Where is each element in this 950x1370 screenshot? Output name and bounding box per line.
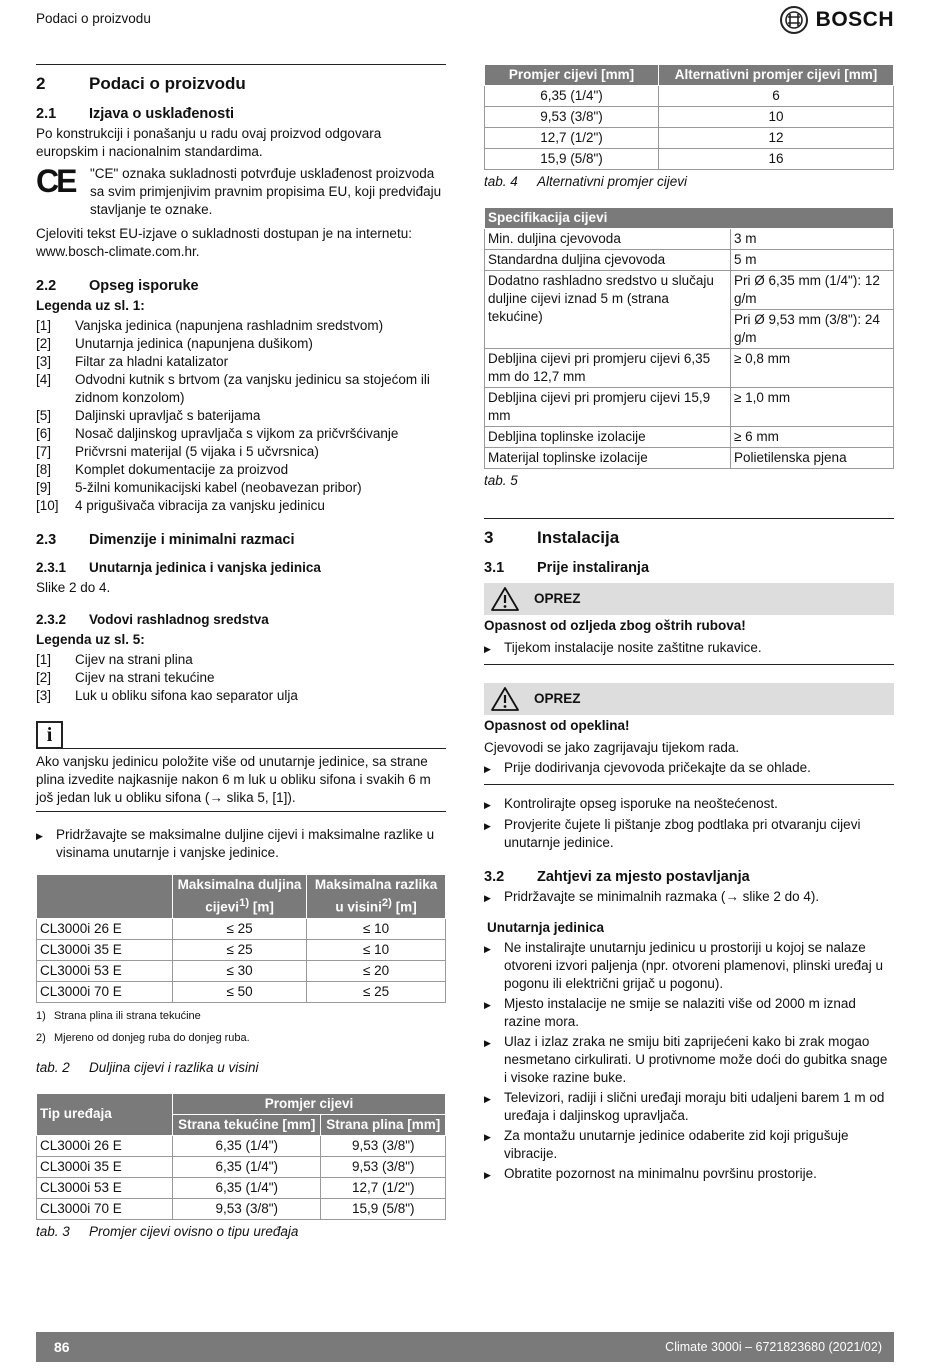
bullet-item bbox=[484, 1165, 894, 1184]
divider bbox=[36, 64, 446, 65]
ce-block bbox=[36, 165, 446, 219]
list-item-key: [5] bbox=[36, 408, 52, 423]
table-row: Pri Ø 9,53 mm (3/8"): 24 g/m bbox=[485, 310, 894, 349]
section-2-3-1-heading: 2.3.1 Unutarnja jedinica i vanjska jedinica bbox=[36, 560, 321, 575]
table-row: Dodatno rashladno sredstvo u slučaju duljine cijevi iznad 5 m (strana tekućine) Pri Ø 6,35 mm (1/4"): 12 g/m bbox=[485, 271, 894, 310]
table-cell: CL3000i 35 E bbox=[37, 1156, 173, 1177]
alternative-diameter-table bbox=[484, 64, 894, 170]
caution-label: OPREZ bbox=[534, 591, 581, 606]
table-header: Maksimalna duljina cijevi$^{1)}$ [m] bbox=[173, 875, 307, 919]
table-cell: 12,7 (1/2") bbox=[321, 1177, 446, 1198]
table-cell: 9,53 (3/8") bbox=[321, 1135, 446, 1156]
right-column bbox=[484, 64, 894, 1186]
table-cell: CL3000i 26 E bbox=[37, 1135, 173, 1156]
bullet-item: ▶ Pridržavajte se minimalnih razmaka (→ slike 2 do 4). bbox=[484, 888, 894, 907]
table-header: Strana plina [mm] bbox=[321, 1114, 446, 1135]
triangle-bullet-icon: ▶ bbox=[484, 1094, 491, 1104]
list-item-key: [6] bbox=[36, 426, 52, 441]
table-row bbox=[37, 918, 446, 939]
triangle-bullet-icon: ▶ bbox=[36, 831, 43, 841]
section-2-3-heading: 2.3 Dimenzije i minimalni razmaci bbox=[36, 532, 295, 548]
table-row bbox=[485, 448, 894, 469]
table-cell: CL3000i 53 E bbox=[37, 960, 173, 981]
list-item-text: 4 prigušivača vibracija za vanjsku jedinicu bbox=[75, 498, 325, 513]
list-item bbox=[36, 407, 446, 425]
bullet-item bbox=[484, 995, 894, 1031]
table-cell: Polietilenska pjena bbox=[731, 448, 894, 469]
table-cell: 6,35 (1/4") bbox=[173, 1135, 321, 1156]
divider bbox=[484, 518, 894, 519]
list-item bbox=[36, 371, 446, 407]
table-caption: tab. 3 Promjer cijevi ovisno o tipu uređaja bbox=[36, 1223, 299, 1239]
pipe-spec-table bbox=[484, 207, 894, 469]
table-cell: Materijal toplinske izolacije bbox=[485, 448, 731, 469]
legend-title: Legenda uz sl. 1: bbox=[36, 298, 145, 313]
eu-declaration-text: Cjeloviti tekst EU-izjave o sukladnosti dostupan je na internetu: www.bosch-climate.com.hr. bbox=[36, 226, 412, 259]
list-item bbox=[36, 425, 446, 443]
list-item-text: Komplet dokumentacije za proizvod bbox=[75, 462, 289, 477]
table-cell: Debljina cijevi pri promjeru cijevi 6,35 mm do 12,7 mm bbox=[485, 349, 731, 388]
bullet-item bbox=[484, 816, 894, 852]
triangle-bullet-icon: ▶ bbox=[484, 1038, 491, 1048]
table-cell: 9,53 (3/8") bbox=[173, 1198, 321, 1219]
table-row bbox=[485, 427, 894, 448]
list-item-key: [9] bbox=[36, 480, 52, 495]
table-row bbox=[485, 250, 894, 271]
delivery-list bbox=[36, 317, 446, 515]
table-cell: CL3000i 53 E bbox=[37, 1177, 173, 1198]
left-column bbox=[36, 64, 446, 1241]
list-item-text: Unutarnja jedinica (napunjena dušikom) bbox=[75, 336, 313, 351]
table-caption: tab. 4 Alternativni promjer cijevi bbox=[484, 174, 688, 189]
info-icon: i bbox=[36, 721, 63, 749]
triangle-bullet-icon: ▶ bbox=[484, 893, 491, 903]
list-item-key: [1] bbox=[36, 652, 52, 667]
table-cell: 10 bbox=[659, 107, 894, 128]
table-cell: ≤ 10 bbox=[307, 918, 446, 939]
triangle-bullet-icon: ▶ bbox=[484, 800, 491, 810]
list-item-text: Odvodni kutnik s brtvom (za vanjsku jedinicu sa stojećom ili zidnom konzolom) bbox=[75, 372, 430, 405]
info-notice bbox=[36, 719, 446, 749]
list-item-key: [1] bbox=[36, 318, 52, 333]
list-item-key: [3] bbox=[36, 354, 52, 369]
figure-reference: Slike 2 do 4. bbox=[36, 580, 111, 595]
table-cell: 6,35 (1/4") bbox=[485, 86, 659, 107]
table-row bbox=[37, 939, 446, 960]
table-cell: 6 bbox=[659, 86, 894, 107]
pipe-length-table bbox=[36, 874, 446, 1003]
table-cell: 15,9 (5/8") bbox=[321, 1198, 446, 1219]
list-item bbox=[36, 335, 446, 353]
table-cell: ≥ 6 mm bbox=[731, 427, 894, 448]
caution-title: Opasnost od opeklina! bbox=[484, 718, 630, 733]
list-item-key: [3] bbox=[36, 688, 52, 703]
conformity-text: Po konstrukciji i ponašanju u radu ovaj proizvod odgovara europskim i nacionalnim standardima. bbox=[36, 126, 382, 159]
table-cell: 15,9 (5/8") bbox=[485, 149, 659, 170]
triangle-bullet-icon: ▶ bbox=[484, 644, 491, 654]
triangle-bullet-icon: ▶ bbox=[484, 944, 491, 954]
list-item-key: [2] bbox=[36, 336, 52, 351]
list-item bbox=[36, 669, 446, 687]
table-cell: ≤ 10 bbox=[307, 939, 446, 960]
ce-mark-icon: CE bbox=[36, 163, 75, 199]
table-cell: 12,7 (1/2") bbox=[485, 128, 659, 149]
triangle-bullet-icon: ▶ bbox=[484, 1170, 491, 1180]
section-2-heading: 2 Podaci o proizvodu bbox=[36, 74, 246, 93]
table-row bbox=[37, 1177, 446, 1198]
list-item-key: [7] bbox=[36, 444, 52, 459]
legend-title: Legenda uz sl. 5: bbox=[36, 632, 145, 647]
bullet-text: Ulaz i izlaz zraka ne smiju biti zaprijećeni kako bi zrak mogao nesmetano cirkulirati. U protivnome može doći do gubitka snage i visoke razine buke. bbox=[504, 1034, 888, 1085]
table-cell: 5 m bbox=[731, 250, 894, 271]
table-cell: CL3000i 26 E bbox=[37, 918, 173, 939]
bullet-item bbox=[484, 939, 894, 993]
triangle-bullet-icon: ▶ bbox=[484, 1132, 491, 1142]
list-item bbox=[36, 651, 446, 669]
list-item-text: Cijev na strani tekućine bbox=[75, 670, 215, 685]
bullet-item bbox=[484, 795, 894, 814]
triangle-bullet-icon: ▶ bbox=[484, 764, 491, 774]
list-item-key: [4] bbox=[36, 372, 52, 387]
table-cell: ≤ 20 bbox=[307, 960, 446, 981]
table-cell: ≥ 1,0 mm bbox=[731, 388, 894, 427]
pipe-diameter-table bbox=[36, 1093, 446, 1220]
table-cell: 9,53 (3/8") bbox=[321, 1156, 446, 1177]
bullet-text: Ne instalirajte unutarnju jedinicu u prostoriji u kojoj se nalaze otvoreni izvori paljenja (npr. otvoreni plamenovi, plinski uređaj u pogonu ili električni grijač u pogonu). bbox=[504, 940, 883, 991]
table-row bbox=[37, 981, 446, 1002]
running-header: Podaci o proizvodu bbox=[36, 11, 151, 26]
list-item-key: [2] bbox=[36, 670, 52, 685]
table-cell: CL3000i 70 E bbox=[37, 981, 173, 1002]
table-cell: Min. duljina cjevovoda bbox=[485, 229, 731, 250]
table-row bbox=[485, 149, 894, 170]
list-item-text: 5-žilni komunikacijski kabel (neobavezan pribor) bbox=[75, 480, 362, 495]
table-cell: ≥ 0,8 mm bbox=[731, 349, 894, 388]
bosch-armature-icon bbox=[780, 6, 808, 34]
bullet-text: Televizori, radiji i slični uređaji moraju biti udaljeni barem 1 m od uređaja i daljinskog upravljača. bbox=[504, 1090, 885, 1123]
warning-triangle-icon bbox=[490, 686, 520, 712]
table-cell: ≤ 25 bbox=[173, 939, 307, 960]
table-cell: 3 m bbox=[731, 229, 894, 250]
brand-name: BOSCH bbox=[815, 8, 894, 31]
list-item-text: Filtar za hladni katalizator bbox=[75, 354, 229, 369]
table-header: Promjer cijevi [mm] bbox=[485, 65, 659, 86]
table-row bbox=[485, 86, 894, 107]
table-cell: ≤ 30 bbox=[173, 960, 307, 981]
list-item-text: Luk u obliku sifona kao separator ulja bbox=[75, 688, 298, 703]
table-header: Tip uređaja bbox=[37, 1093, 173, 1135]
table-cell: Standardna duljina cjevovoda bbox=[485, 250, 731, 271]
caution-banner bbox=[484, 683, 894, 715]
bullet-item bbox=[484, 1033, 894, 1087]
section-3-2-heading: 3.2 Zahtjevi za mjesto postavljanja bbox=[484, 869, 750, 885]
list-item-text: Pričvrsni materijal (5 vijaka i 5 učvrsnica) bbox=[75, 444, 319, 459]
table-header: Maksimalna razlika u visini$^{2)}$ [m] bbox=[307, 875, 446, 919]
bullet-item: ▶ Tijekom instalacije nosite zaštitne rukavice. bbox=[484, 639, 894, 665]
section-2-1-heading: 2.1 Izjava o usklađenosti bbox=[36, 106, 235, 122]
table-row bbox=[485, 349, 894, 388]
section-3-1-heading: 3.1 Prije instaliranja bbox=[484, 560, 650, 576]
refrigerant-legend-list bbox=[36, 651, 446, 705]
bullet-text: Kontrolirajte opseg isporuke na neoštećenost. bbox=[504, 796, 778, 811]
caution-title: Opasnost od ozljeda zbog oštrih rubova! bbox=[484, 618, 746, 633]
table-caption: tab. 5 bbox=[484, 473, 518, 488]
ce-text: "CE" oznaka sukladnosti potvrđuje usklađenost proizvoda sa svim primjenjivim pravnim propisima EU, koji predviđaju stavljanje te oznake. bbox=[90, 166, 442, 217]
table-cell: Debljina cijevi pri promjeru cijevi 15,9 mm bbox=[485, 388, 731, 427]
table-cell: 16 bbox=[659, 149, 894, 170]
page-footer bbox=[36, 1332, 894, 1362]
table-header: Specifikacija cijevi bbox=[485, 208, 894, 229]
list-item bbox=[36, 443, 446, 461]
list-item bbox=[36, 687, 446, 705]
list-item bbox=[36, 461, 446, 479]
brand-logo bbox=[780, 6, 894, 34]
table-cell: 12 bbox=[659, 128, 894, 149]
bullet-item bbox=[484, 1127, 894, 1163]
table-row bbox=[485, 229, 894, 250]
section-2-3-2-heading: 2.3.2 Vodovi rashladnog sredstva bbox=[36, 612, 269, 627]
page-number: 86 bbox=[54, 1339, 70, 1355]
subheading: Unutarnja jedinica bbox=[487, 920, 605, 935]
section-2-2-heading: 2.2 Opseg isporuke bbox=[36, 278, 199, 294]
table-row bbox=[485, 388, 894, 427]
table-row bbox=[485, 107, 894, 128]
bullet-item: ▶ Pridržavajte se maksimalne duljine cijevi i maksimalne razlike u visinama unutarnje i vanjske jedinice. bbox=[36, 827, 435, 860]
table-header: Alternativni promjer cijevi [mm] bbox=[659, 65, 894, 86]
bullet-text: Provjerite čujete li pištanje zbog podtlaka pri otvaranju cijevi unutarnje jedinice. bbox=[504, 817, 861, 850]
caution-banner bbox=[484, 583, 894, 615]
table-header bbox=[37, 875, 173, 919]
table-cell: ≤ 25 bbox=[173, 918, 307, 939]
bullet-text: Za montažu unutarnje jedinice odaberite zid koji prigušuje vibracije. bbox=[504, 1128, 849, 1161]
table-row bbox=[485, 128, 894, 149]
table-cell: ≤ 25 bbox=[307, 981, 446, 1002]
bullet-text: Obratite pozornost na minimalnu površinu prostorije. bbox=[504, 1166, 817, 1181]
check-list bbox=[484, 795, 894, 852]
caution-text: Cjevovodi se jako zagrijavaju tijekom rada. bbox=[484, 740, 740, 755]
table-cell: 6,35 (1/4") bbox=[173, 1156, 321, 1177]
table-cell: 9,53 (3/8") bbox=[485, 107, 659, 128]
table-header: Promjer cijevi bbox=[173, 1093, 446, 1114]
caution-label: OPREZ bbox=[534, 691, 581, 706]
list-item-text: Daljinski upravljač s baterijama bbox=[75, 408, 261, 423]
table-cell: Debljina toplinske izolacije bbox=[485, 427, 731, 448]
section-3-heading: 3 Instalacija bbox=[484, 528, 620, 547]
footnote: 2) Mjereno od donjeg ruba do donjeg ruba. bbox=[36, 1031, 250, 1044]
list-item bbox=[36, 497, 446, 515]
table-row bbox=[37, 960, 446, 981]
triangle-bullet-icon: ▶ bbox=[484, 821, 491, 831]
warning-triangle-icon bbox=[490, 586, 520, 612]
table-caption: tab. 2 Duljina cijevi i razlika u visini bbox=[36, 1059, 259, 1075]
info-text: Ako vanjsku jedinicu položite više od unutarnje jedinice, sa strane plina izvedite najkasnije nakon 6 m luk u obliku sifona i svakih 6 m još jedan luk u obliku sifona (→ slika 5, [1]). bbox=[36, 749, 446, 812]
table-row bbox=[37, 1135, 446, 1156]
list-item bbox=[36, 479, 446, 497]
table-row bbox=[37, 1198, 446, 1219]
list-item bbox=[36, 317, 446, 335]
table-cell: ≤ 50 bbox=[173, 981, 307, 1002]
bullet-item bbox=[484, 1089, 894, 1125]
bullet-text: Mjesto instalacije ne smije se nalaziti više od 2000 m iznad razine mora. bbox=[504, 996, 856, 1029]
table-row bbox=[37, 1156, 446, 1177]
footnote: 1) Strana plina ili strana tekućine bbox=[36, 1009, 201, 1022]
placement-list bbox=[484, 939, 894, 1184]
list-item bbox=[36, 353, 446, 371]
list-item-key: [10] bbox=[36, 498, 59, 513]
table-cell: CL3000i 35 E bbox=[37, 939, 173, 960]
bullet-item: ▶ Prije dodirivanja cjevovoda pričekajte da se ohlade. bbox=[484, 759, 894, 785]
table-header: Strana tekućine [mm] bbox=[173, 1114, 321, 1135]
table-cell: 6,35 (1/4") bbox=[173, 1177, 321, 1198]
list-item-text: Vanjska jedinica (napunjena rashladnim sredstvom) bbox=[75, 318, 384, 333]
document-id: Climate 3000i – 6721823680 (2021/02) bbox=[665, 1340, 882, 1354]
list-item-text: Nosač daljinskog upravljača s vijkom za pričvršćivanje bbox=[75, 426, 399, 441]
list-item-text: Cijev na strani plina bbox=[75, 652, 193, 667]
list-item-key: [8] bbox=[36, 462, 52, 477]
triangle-bullet-icon: ▶ bbox=[484, 1000, 491, 1010]
table-cell: CL3000i 70 E bbox=[37, 1198, 173, 1219]
